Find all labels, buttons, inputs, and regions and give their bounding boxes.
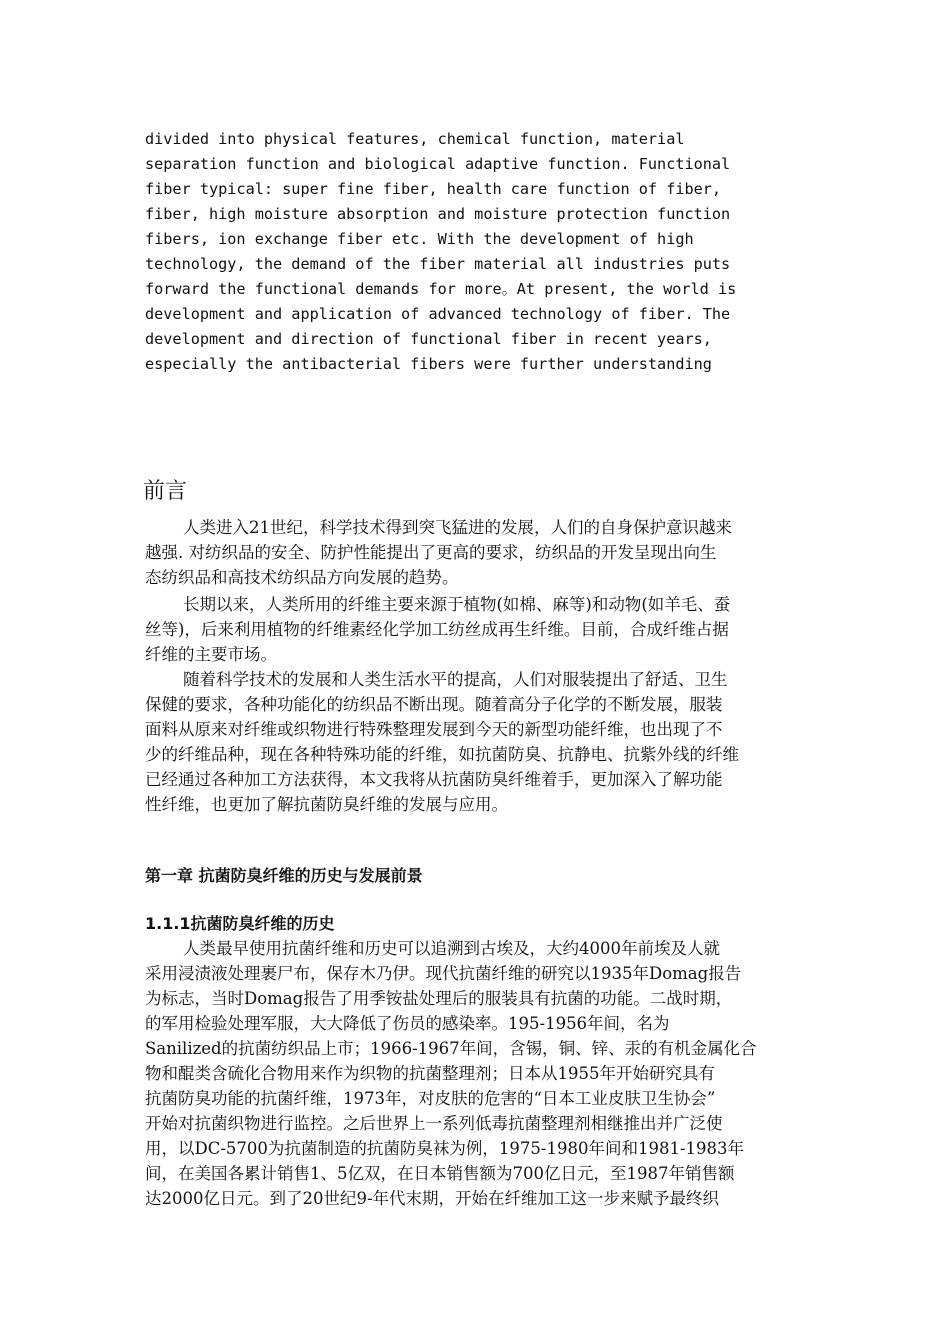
paragraph-line: 越强. 对纺织品的安全、防护性能提出了更高的要求，纺织品的开发呈现出向生 [145, 543, 717, 562]
section-heading: 1.1.1抗菌防臭纤维的历史 [145, 914, 335, 933]
abstract-line: forward the functional demands for more。At present, the world is [145, 280, 737, 298]
section-paragraph [145, 936, 815, 1211]
paragraph-line: 达2000亿日元。到了20世纪9-年代末期，开始在纤维加工这一步来赋予最终织 [145, 1189, 720, 1208]
paragraph-line: 少的纤维品种，现在各种特殊功能的纤维，如抗菌防臭、抗静电、抗紫外线的纤维 [145, 745, 739, 764]
paragraph-line: 开始对抗菌织物进行监控。之后世界上一系列低毒抗菌整理剂相继推出并广泛使 [145, 1114, 723, 1133]
paragraph-line: 人类进入21世纪，科学技术得到突飞猛进的发展，人们的自身保护意识越来 [183, 518, 732, 537]
abstract-line: especially the antibacterial fibers were further understanding [145, 355, 712, 373]
paragraph-line: 采用浸渍液处理裹尸布，保存木乃伊。现代抗菌纤维的研究以1935年Domag报告 [145, 964, 742, 983]
paragraph-line: 随着科学技术的发展和人类生活水平的提高，人们对服装提出了舒适、卫生 [183, 670, 728, 689]
abstract-line: separation function and biological adaptive function. Functional [145, 155, 731, 173]
preface-paragraph-1 [145, 515, 815, 590]
paragraph-line: 为标志，当时Domag报告了用季铵盐处理后的服装具有抗菌的功能。二战时期， [145, 989, 733, 1008]
abstract-line: fiber typical: super fine fiber, health care function of fiber, [145, 180, 722, 198]
paragraph-line: 纤维的主要市场。 [145, 645, 277, 664]
paragraph-line: 抗菌防臭功能的抗菌纤维，1973年，对皮肤的危害的“日本工业皮肤卫生协会” [145, 1089, 716, 1108]
abstract-line: divided into physical features, chemical function, material [145, 130, 685, 148]
abstract-line: fiber, high moisture absorption and moisture protection function [145, 205, 731, 223]
abstract-line: technology, the demand of the fiber material all industries puts [145, 255, 731, 273]
preface-paragraph-2 [145, 592, 815, 667]
chapter-heading: 第一章 抗菌防臭纤维的历史与发展前景 [145, 866, 423, 885]
paragraph-line: 面料从原来对纤维或织物进行特殊整理发展到今天的新型功能纤维，也出现了不 [145, 720, 723, 739]
paragraph-line: 人类最早使用抗菌纤维和历史可以追溯到古埃及，大约4000年前埃及人就 [183, 939, 720, 958]
paragraph-line: 丝等)，后来利用植物的纤维素经化学加工纺丝成再生纤维。目前，合成纤维占据 [145, 620, 729, 639]
abstract-line: development and direction of functional fiber in recent years, [145, 330, 712, 348]
paragraph-line: 间，在美国各累计销售1、5亿双，在日本销售额为700亿日元，至1987年销售额 [145, 1164, 735, 1183]
abstract-line: development and application of advanced technology of fiber. The [145, 305, 731, 323]
preface-heading: 前言 [143, 479, 188, 504]
paragraph-line: 长期以来，人类所用的纤维主要来源于植物(如棉、麻等)和动物(如羊毛、蚕 [183, 595, 731, 614]
paragraph-line: 保健的要求，各种功能化的纺织品不断出现。随着高分子化学的不断发展，服装 [145, 695, 723, 714]
paragraph-line: 已经通过各种加工方法获得，本文我将从抗菌防臭纤维着手，更加深入了解功能 [145, 770, 723, 789]
abstract-line: fibers, ion exchange fiber etc. With the development of high [145, 230, 694, 248]
english-abstract [145, 127, 845, 377]
paragraph-line: 的军用检验处理军服，大大降低了伤员的感染率。195-1956年间，名为 [145, 1014, 670, 1033]
paragraph-line: 性纤维，也更加了解抗菌防臭纤维的发展与应用。 [145, 795, 508, 814]
paragraph-line: 用，以DC-5700为抗菌制造的抗菌防臭袜为例，1975-1980年间和1981-1983年 [145, 1139, 745, 1158]
preface-paragraph-3 [145, 667, 815, 817]
paragraph-line: 态纺织品和高技术纺织品方向发展的趋势。 [145, 568, 459, 587]
paragraph-line: 物和醌类含硫化合物用来作为织物的抗菌整理剂；日本从1955年开始研究具有 [145, 1064, 715, 1083]
paragraph-line: Sanilized的抗菌纺织品上市；1966-1967年间，含锡，铜、锌、汞的有机金属化合 [145, 1039, 757, 1058]
